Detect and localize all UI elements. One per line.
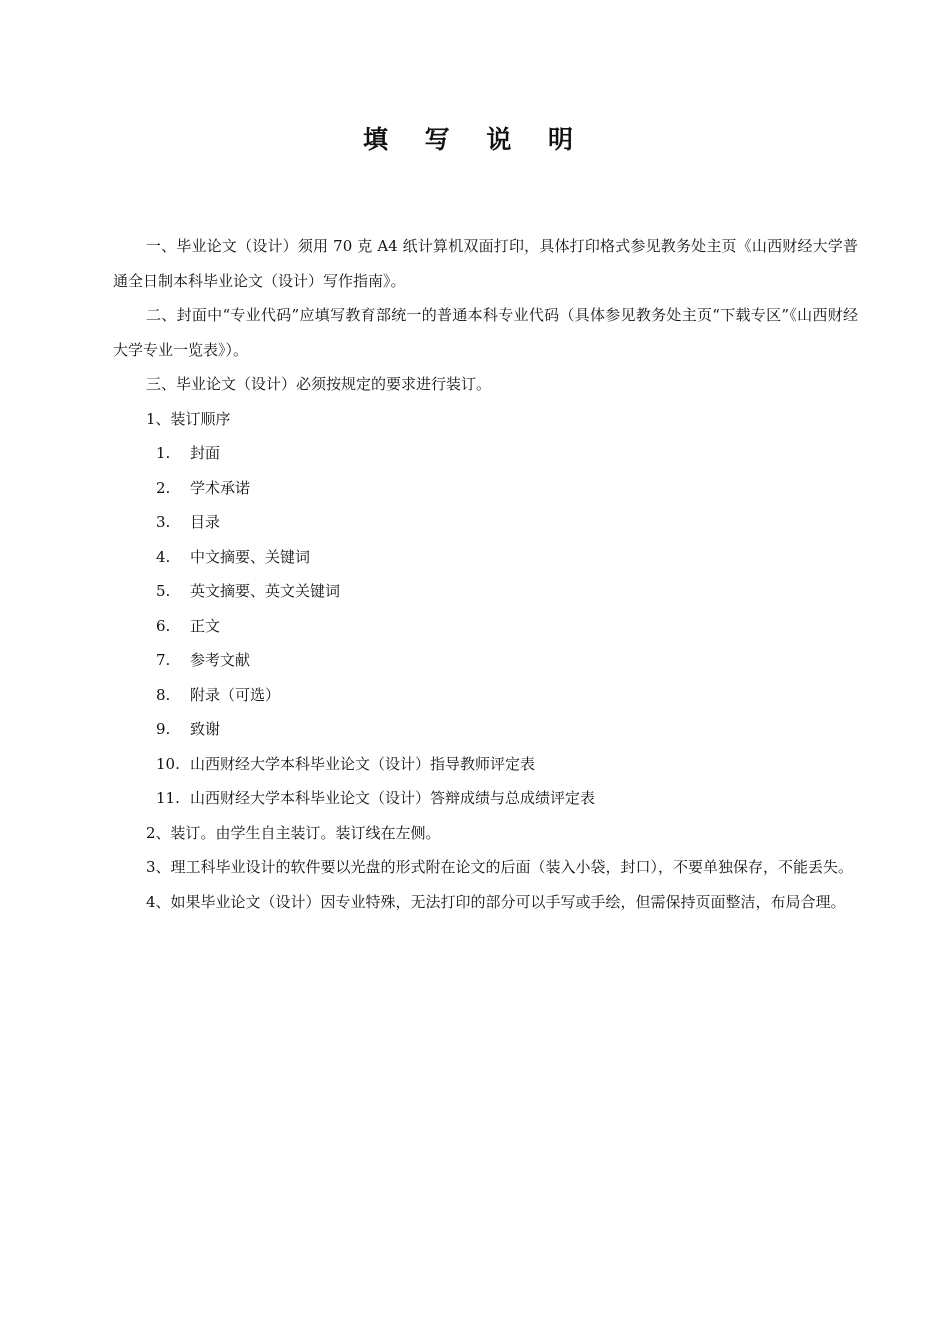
list-item-text: 封面 [190,444,221,462]
list-item-number: 2. [156,478,171,497]
list-item-text: 山西财经大学本科毕业论文（设计）答辩成绩与总成绩评定表 [190,789,596,807]
binding-order-heading: 1、装订顺序 [146,409,231,428]
binding-order-list [113,436,858,816]
list-item-number: 11. [156,789,180,807]
list-item [113,781,858,816]
list-item-text: 英文摘要、英文关键词 [190,582,341,600]
list-item-number: 8. [156,685,171,704]
instruction-paragraph-3: 三、毕业论文（设计）必须按规定的要求进行装订。 [146,375,492,393]
list-item [113,643,858,678]
list-item-text: 中文摘要、关键词 [190,547,311,566]
list-item-number: 3. [156,513,171,531]
list-item-number: 1. [156,444,171,462]
list-item [113,505,858,540]
binding-method-note: 2、装订。由学生自主装订。装订线在左侧。 [146,823,441,842]
list-item [113,747,858,782]
instructions-body [113,229,858,919]
list-item [113,609,858,644]
page-title: 填 写 说 明 [362,125,588,154]
list-item [113,436,858,471]
list-item [113,574,858,609]
list-item-text: 参考文献 [190,651,251,669]
list-item [113,540,858,575]
instruction-paragraph-5: 4、如果毕业论文（设计）因专业特殊，无法打印的部分可以手写或手绘，但需保持页面整洁，布局合理。 [146,892,846,911]
instruction-paragraph-2: 二、封面中“专业代码”应填写教育部统一的普通本科专业代码（具体参见教务处主页“下载专区”《山西财经大学专业一览表》）。 [113,306,858,359]
list-item-text: 附录（可选） [190,685,281,704]
list-item-text: 致谢 [190,720,221,738]
list-item-number: 7. [156,651,171,669]
list-item-number: 6. [156,616,171,635]
instruction-paragraph-4: 3、理工科毕业设计的软件要以光盘的形式附在论文的后面（装入小袋，封口），不要单独保存，不能丢失。 [146,858,854,876]
list-item-text: 目录 [190,513,221,531]
list-item [113,678,858,713]
list-item-number: 5. [156,582,171,600]
instruction-paragraph-1: 一、毕业论文（设计）须用 70 克 A4 纸计算机双面打印，具体打印格式参见教务处主页《山西财经大学普通全日制本科毕业论文（设计）写作指南》。 [113,237,858,290]
list-item-number: 10. [156,754,180,773]
list-item-text: 山西财经大学本科毕业论文（设计）指导教师评定表 [190,754,536,773]
list-item [113,712,858,747]
list-item-number: 4. [156,547,171,566]
list-item-text: 正文 [190,616,221,635]
list-item-text: 学术承诺 [190,478,251,497]
list-item-number: 9. [156,720,171,738]
list-item [113,471,858,506]
